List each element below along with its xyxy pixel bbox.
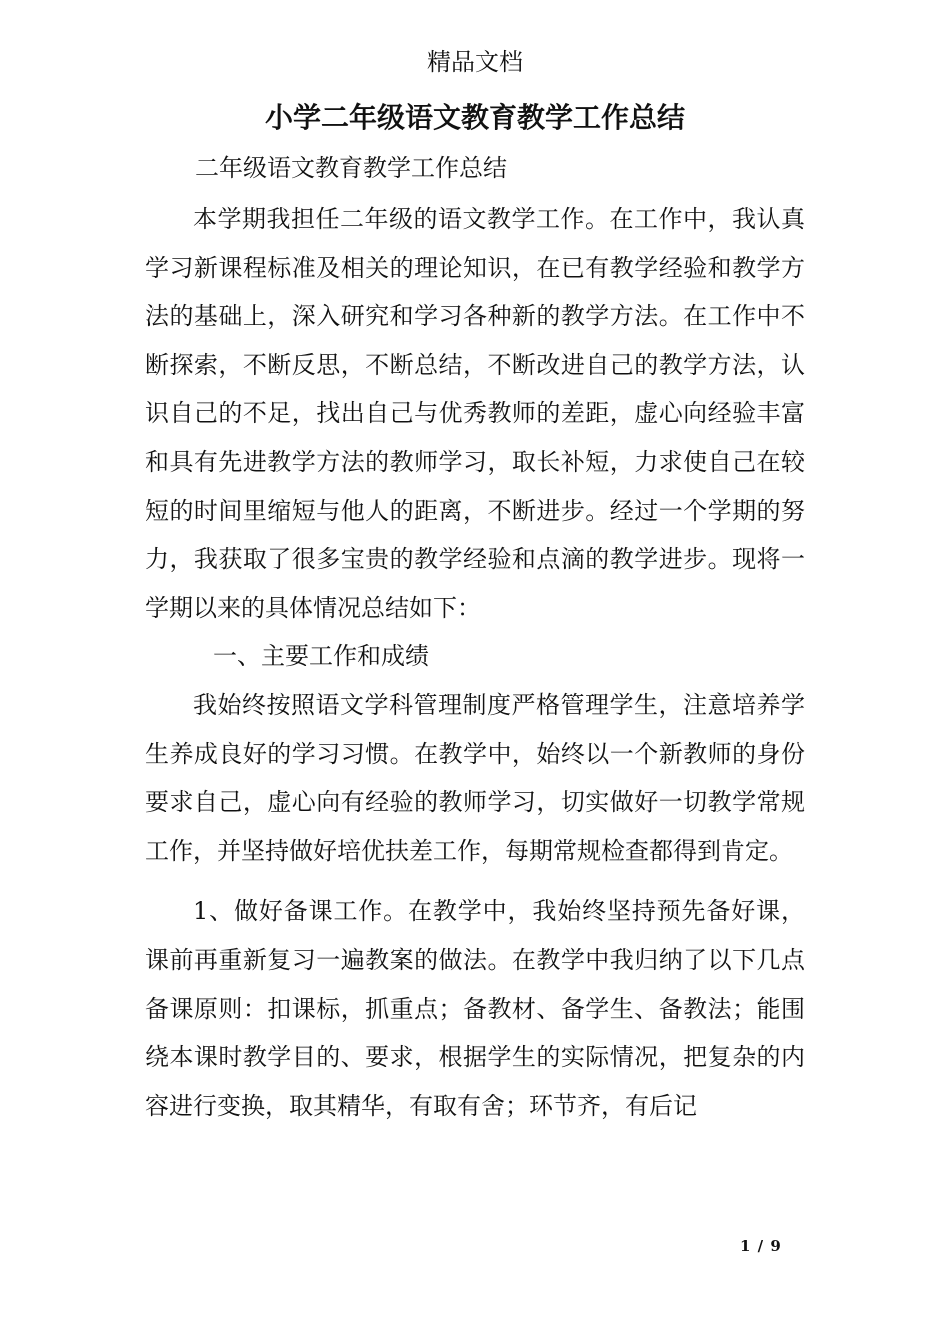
paragraph-lesson-prep: 1、做好备课工作。在教学中，我始终坚持预先备好课，课前再重新复习一遍教案的做法。在教学中我归纳了以下几点备课原则：扣课标，抓重点；备教材、备学生、备教法；能围绕本课时教学目的、要求，根据学生的实际情况，把复杂的内容进行变换，取其精华，有取有舍；环节齐，有后记 xyxy=(145,897,805,1120)
page-number: 1 / 9 xyxy=(740,1237,782,1255)
document-body xyxy=(145,195,805,1130)
paragraph-management: 我始终按照语文学科管理制度严格管理学生，注意培养学生养成良好的学习习惯。在教学中，始终以一个新教师的身份要求自己，虚心向有经验的教师学习，切实做好一切教学常规工作，并坚持做好培优扶差工作，每期常规检查都得到肯定。 xyxy=(145,690,805,865)
section-heading-main-work: 一、主要工作和成绩 xyxy=(213,642,429,671)
document-title: 小学二年级语文教育教学工作总结 xyxy=(264,101,685,134)
document-subtitle: 二年级语文教育教学工作总结 xyxy=(195,154,507,182)
paragraph-intro: 本学期我担任二年级的语文教学工作。在工作中，我认真学习新课程标准及相关的理论知识，在已有教学经验和教学方法的基础上，深入研究和学习各种新的教学方法。在工作中不断探索，不断反思，不断总结，不断改进自己的教学方法，认识自己的不足，找出自己与优秀教师的差距，虚心向经验丰富和具有先进教学方法的教师学习，取长补短，力求使自己在较短的时间里缩短与他人的距离，不断进步。经过一个学期的努力，我获取了很多宝贵的教学经验和点滴的教学进步。现将一学期以来的具体情况总结如下： xyxy=(145,205,805,622)
page-header: 精品文档 xyxy=(427,48,523,76)
